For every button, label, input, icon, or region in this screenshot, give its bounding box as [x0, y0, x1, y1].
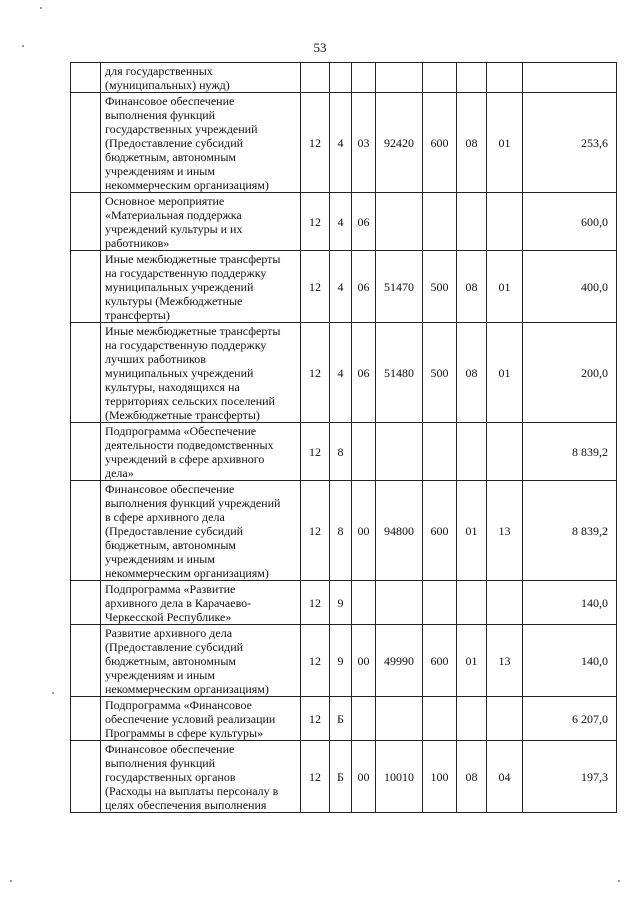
code-cell-c7: 01: [487, 323, 523, 423]
code-cell-c5: 500: [423, 323, 457, 423]
code-cell-c5: [423, 193, 457, 251]
budget-table: [70, 62, 617, 813]
code-cell-c1: 12: [301, 251, 330, 323]
table-row: [71, 323, 617, 423]
code-cell-c6: [457, 697, 487, 741]
amount-cell: 400,0: [523, 251, 617, 323]
code-cell-c1: 12: [301, 625, 330, 697]
item-name-cell: [101, 93, 301, 193]
code-cell-c4: [376, 423, 423, 481]
item-name-cell: [101, 251, 301, 323]
code-cell-c1: 12: [301, 481, 330, 581]
item-name-line: учреждениям и иным: [105, 668, 215, 682]
code-cell-c2: [330, 63, 352, 93]
code-cell-c4: [376, 697, 423, 741]
code-cell-c5: [423, 63, 457, 93]
item-name-line: на государственную поддержку: [105, 266, 267, 280]
code-cell-c7: [487, 63, 523, 93]
item-name-cell: [101, 63, 301, 93]
code-cell-c2: 8: [330, 423, 352, 481]
scan-speck: [22, 45, 24, 47]
code-cell-c6: [457, 193, 487, 251]
item-name-cell: [101, 697, 301, 741]
item-name-line: выполнения функций: [105, 108, 216, 122]
item-name-line: для государственных: [105, 64, 213, 78]
item-name-line: выполнения функций: [105, 756, 216, 770]
page-number: 53: [313, 40, 327, 55]
blank-cell: [71, 193, 101, 251]
item-name-line: Финансовое обеспечение: [105, 742, 235, 756]
table-row: [71, 423, 617, 481]
item-name-line: культуры, находящихся на: [105, 380, 240, 394]
code-cell-c5: [423, 581, 457, 625]
code-cell-c6: 01: [457, 481, 487, 581]
code-cell-c1: 12: [301, 93, 330, 193]
code-cell-c6: [457, 423, 487, 481]
code-cell-c4: 10010: [376, 741, 423, 813]
item-name-line: (Расходы на выплаты персоналу в: [105, 784, 279, 798]
item-name-line: целях обеспечения выполнения: [105, 798, 267, 812]
item-name-line: (Предоставление субсидий: [105, 524, 244, 538]
item-name-line: (Предоставление субсидий: [105, 136, 244, 150]
code-cell-c6: 08: [457, 741, 487, 813]
table-row: [71, 697, 617, 741]
code-cell-c5: 600: [423, 625, 457, 697]
code-cell-c6: 08: [457, 251, 487, 323]
item-name-line: Развитие архивного дела: [105, 626, 233, 640]
code-cell-c7: [487, 581, 523, 625]
code-cell-c4: 94800: [376, 481, 423, 581]
code-cell-c4: [376, 581, 423, 625]
item-name-cell: [101, 323, 301, 423]
scan-speck: [52, 692, 54, 694]
code-cell-c4: 49990: [376, 625, 423, 697]
item-name-line: Иные межбюджетные трансферты: [105, 252, 281, 266]
code-cell-c5: 600: [423, 93, 457, 193]
item-name-cell: [101, 193, 301, 251]
code-cell-c4: 92420: [376, 93, 423, 193]
code-cell-c5: 100: [423, 741, 457, 813]
code-cell-c2: 4: [330, 323, 352, 423]
item-name-line: (муниципальных) нужд): [105, 78, 230, 92]
code-cell-c6: [457, 581, 487, 625]
code-cell-c6: [457, 63, 487, 93]
item-name-line: выполнения функций учреждений: [105, 496, 281, 510]
table-row: [71, 251, 617, 323]
blank-cell: [71, 323, 101, 423]
item-name-cell: [101, 625, 301, 697]
code-cell-c5: [423, 697, 457, 741]
code-cell-c3: 03: [352, 93, 376, 193]
code-cell-c5: 600: [423, 481, 457, 581]
code-cell-c4: [376, 63, 423, 93]
item-name-line: в сфере архивного дела: [105, 510, 225, 524]
blank-cell: [71, 481, 101, 581]
item-name-line: (Предоставление субсидий: [105, 640, 244, 654]
amount-cell: 8 839,2: [523, 423, 617, 481]
item-name-line: учреждений в сфере архивного: [105, 452, 265, 466]
item-name-line: архивного дела в Карачаево-: [105, 596, 252, 610]
code-cell-c3: [352, 697, 376, 741]
amount-cell: 8 839,2: [523, 481, 617, 581]
amount-cell: 200,0: [523, 323, 617, 423]
item-name-line: Подпрограмма «Развитие: [105, 582, 236, 596]
table-row: [71, 63, 617, 93]
code-cell-c3: [352, 581, 376, 625]
code-cell-c3: 06: [352, 251, 376, 323]
code-cell-c3: 00: [352, 741, 376, 813]
code-cell-c7: 01: [487, 93, 523, 193]
code-cell-c2: Б: [330, 697, 352, 741]
code-cell-c3: [352, 423, 376, 481]
item-name-line: бюджетным, автономным: [105, 538, 236, 552]
table-row: [71, 581, 617, 625]
item-name-line: на государственную поддержку: [105, 338, 267, 352]
item-name-line: Черкесской Республике»: [105, 610, 232, 624]
table-body: [71, 63, 617, 813]
item-name-line: Иные межбюджетные трансферты: [105, 324, 281, 338]
amount-cell: 600,0: [523, 193, 617, 251]
amount-cell: [523, 63, 617, 93]
code-cell-c3: 00: [352, 481, 376, 581]
scan-speck: [618, 880, 620, 882]
item-name-cell: [101, 481, 301, 581]
code-cell-c3: [352, 63, 376, 93]
code-cell-c6: 01: [457, 625, 487, 697]
item-name-line: Подпрограмма «Финансовое: [105, 698, 252, 712]
item-name-line: лучших работников: [105, 352, 206, 366]
code-cell-c2: 8: [330, 481, 352, 581]
amount-cell: 140,0: [523, 581, 617, 625]
code-cell-c7: [487, 423, 523, 481]
code-cell-c6: 08: [457, 93, 487, 193]
item-name-line: Подпрограмма «Обеспечение: [105, 424, 257, 438]
item-name-line: трансферты): [105, 308, 170, 322]
code-cell-c1: 12: [301, 741, 330, 813]
item-name-line: территориях сельских поселений: [105, 394, 275, 408]
item-name-line: обеспечение условий реализации: [105, 712, 276, 726]
item-name-line: государственных учреждений: [105, 122, 258, 136]
item-name-line: работников»: [105, 236, 170, 250]
blank-cell: [71, 741, 101, 813]
code-cell-c6: 08: [457, 323, 487, 423]
code-cell-c7: [487, 697, 523, 741]
blank-cell: [71, 423, 101, 481]
code-cell-c1: 12: [301, 423, 330, 481]
amount-cell: 197,3: [523, 741, 617, 813]
code-cell-c2: Б: [330, 741, 352, 813]
code-cell-c2: 4: [330, 251, 352, 323]
item-name-line: учреждениям и иным: [105, 164, 215, 178]
item-name-line: культуры (Межбюджетные: [105, 294, 243, 308]
item-name-line: деятельности подведомственных: [105, 438, 274, 452]
item-name-line: Основное мероприятие: [105, 194, 225, 208]
table-row: [71, 193, 617, 251]
item-name-line: Финансовое обеспечение: [105, 94, 235, 108]
item-name-line: некоммерческим организациям): [105, 178, 269, 192]
item-name-line: муниципальных учреждений: [105, 366, 254, 380]
item-name-line: «Материальная поддержка: [105, 208, 242, 222]
amount-cell: 253,6: [523, 93, 617, 193]
code-cell-c1: 12: [301, 193, 330, 251]
item-name-cell: [101, 581, 301, 625]
code-cell-c3: 06: [352, 323, 376, 423]
blank-cell: [71, 251, 101, 323]
item-name-line: Финансовое обеспечение: [105, 482, 235, 496]
item-name-line: учреждениям и иным: [105, 552, 215, 566]
item-name-line: бюджетным, автономным: [105, 654, 236, 668]
code-cell-c5: [423, 423, 457, 481]
code-cell-c1: 12: [301, 581, 330, 625]
code-cell-c7: [487, 193, 523, 251]
code-cell-c7: 13: [487, 481, 523, 581]
amount-cell: 140,0: [523, 625, 617, 697]
code-cell-c5: 500: [423, 251, 457, 323]
table-row: [71, 741, 617, 813]
blank-cell: [71, 697, 101, 741]
blank-cell: [71, 581, 101, 625]
code-cell-c4: [376, 193, 423, 251]
table-row: [71, 93, 617, 193]
amount-cell: 6 207,0: [523, 697, 617, 741]
item-name-line: бюджетным, автономным: [105, 150, 236, 164]
code-cell-c2: 9: [330, 581, 352, 625]
code-cell-c2: 9: [330, 625, 352, 697]
item-name-line: Программы в сфере культуры»: [105, 726, 264, 740]
code-cell-c4: 51480: [376, 323, 423, 423]
item-name-line: муниципальных учреждений: [105, 280, 254, 294]
code-cell-c2: 4: [330, 93, 352, 193]
blank-cell: [71, 93, 101, 193]
code-cell-c7: 04: [487, 741, 523, 813]
blank-cell: [71, 625, 101, 697]
item-name-line: государственных органов: [105, 770, 236, 784]
item-name-line: дела»: [105, 466, 134, 480]
code-cell-c1: 12: [301, 697, 330, 741]
code-cell-c4: 51470: [376, 251, 423, 323]
item-name-cell: [101, 423, 301, 481]
item-name-line: некоммерческим организациям): [105, 682, 269, 696]
item-name-line: (Межбюджетные трансферты): [105, 408, 260, 422]
table-row: [71, 625, 617, 697]
code-cell-c7: 13: [487, 625, 523, 697]
item-name-line: некоммерческим организациям): [105, 566, 269, 580]
code-cell-c3: 00: [352, 625, 376, 697]
scan-speck: [40, 7, 42, 9]
code-cell-c1: [301, 63, 330, 93]
item-name-line: учреждений культуры и их: [105, 222, 243, 236]
code-cell-c7: 01: [487, 251, 523, 323]
scan-speck: [10, 880, 12, 882]
code-cell-c1: 12: [301, 323, 330, 423]
code-cell-c3: 06: [352, 193, 376, 251]
item-name-cell: [101, 741, 301, 813]
blank-cell: [71, 63, 101, 93]
code-cell-c2: 4: [330, 193, 352, 251]
table-row: [71, 481, 617, 581]
